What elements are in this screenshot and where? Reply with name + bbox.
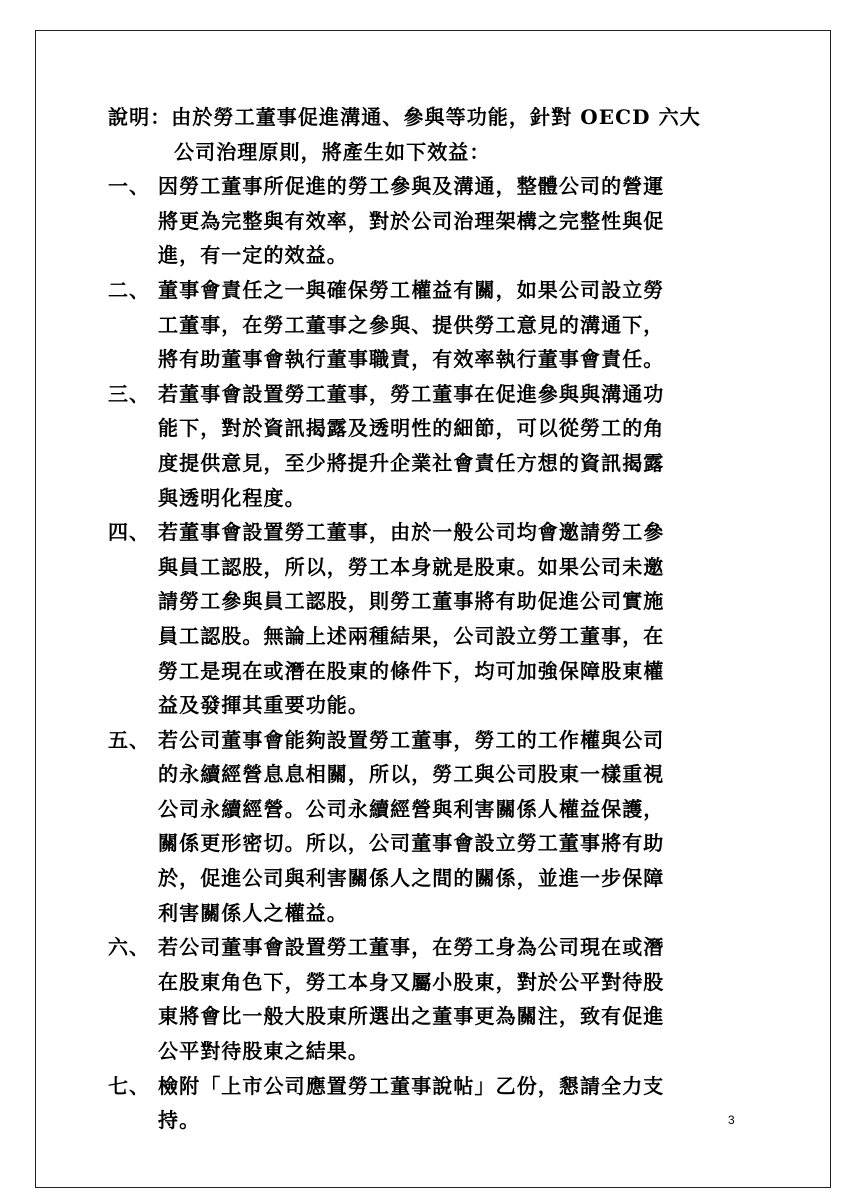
list-item — [108, 930, 728, 1068]
item-text — [108, 515, 728, 723]
item-line: 益及發揮其重要功能。 — [158, 693, 369, 718]
item-line: 的永續經營息息相關，所以，勞工與公司股東一樣重視 — [158, 762, 665, 787]
item-line: 若公司董事會能夠設置勞工董事，勞工的工作權與公司 — [158, 727, 665, 752]
item-number: 一、 — [108, 174, 150, 199]
item-text — [108, 273, 728, 377]
item-line: 將有助董事會執行董事職責，有效率執行董事會責任。 — [158, 347, 665, 372]
item-line: 東將會比一般大股東所選出之董事更為關注，致有促進 — [158, 1004, 665, 1029]
list-item — [108, 273, 728, 377]
item-line: 持。 — [158, 1108, 201, 1133]
item-number: 五、 — [108, 727, 150, 752]
item-line: 公司永續經營。公司永續經營與利害關係人權益保護， — [158, 796, 665, 821]
item-line: 因勞工董事所促進的勞工參與及溝通，整體公司的營運 — [158, 174, 665, 199]
intro-line: 公司治理原則，將產生如下效益： — [174, 139, 491, 164]
item-text — [108, 930, 728, 1068]
item-line: 員工認股。無論上述兩種結果，公司設立勞工董事，在 — [158, 623, 665, 648]
item-number: 七、 — [108, 1073, 150, 1098]
item-text — [108, 723, 728, 931]
item-text — [108, 377, 728, 515]
list-item — [108, 377, 728, 515]
item-line: 度提供意見，至少將提升企業社會責任方想的資訊揭露 — [158, 450, 665, 475]
intro-paragraph — [108, 100, 728, 169]
list-item — [108, 515, 728, 723]
list-item — [108, 169, 728, 273]
item-number: 四、 — [108, 520, 150, 545]
item-line: 檢附「上市公司應置勞工董事說帖」乙份，懇請全力支 — [158, 1073, 665, 1098]
item-line: 若董事會設置勞工董事，由於一般公司均會邀請勞工參 — [158, 520, 665, 545]
item-text — [108, 169, 728, 273]
item-line: 公平對待股東之結果。 — [158, 1039, 369, 1064]
item-text — [108, 1069, 728, 1138]
item-line: 董事會責任之一與確保勞工權益有關，如果公司設立勞 — [158, 277, 665, 302]
intro-line: 說明：由於勞工董事促進溝通、參與等功能，針對 OECD 六大 — [108, 105, 701, 129]
item-line: 關係更形密切。所以，公司董事會設立勞工董事將有助 — [158, 831, 665, 856]
item-line: 與員工認股，所以，勞工本身就是股東。如果公司未邀 — [158, 554, 665, 579]
page-number: 3 — [728, 1113, 735, 1127]
item-line: 能下，對於資訊揭露及透明性的細節，可以從勞工的角 — [158, 416, 665, 441]
item-line: 利害關係人之權益。 — [158, 900, 348, 925]
item-line: 與透明化程度。 — [158, 485, 306, 510]
list-item — [108, 1069, 728, 1138]
item-line: 請勞工參與員工認股，則勞工董事將有助促進公司實施 — [158, 589, 665, 614]
item-number: 二、 — [108, 277, 150, 302]
item-line: 在股東角色下，勞工本身又屬小股東，對於公平對待股 — [158, 969, 665, 994]
item-line: 於，促進公司與利害關係人之間的關係，並進一步保障 — [158, 866, 665, 891]
item-number: 三、 — [108, 381, 150, 406]
item-line: 工董事，在勞工董事之參與、提供勞工意見的溝通下， — [158, 312, 665, 337]
item-line: 勞工是現在或潛在股東的條件下，均可加強保障股東權 — [158, 658, 665, 683]
item-line: 將更為完整與有效率，對於公司治理架構之完整性與促 — [158, 208, 665, 233]
document-body — [108, 100, 728, 1138]
item-number: 六、 — [108, 935, 150, 960]
list-item — [108, 723, 728, 931]
item-line: 若董事會設置勞工董事，勞工董事在促進參與與溝通功 — [158, 381, 665, 406]
item-line: 若公司董事會設置勞工董事，在勞工身為公司現在或潛 — [158, 935, 665, 960]
item-line: 進，有一定的效益。 — [158, 243, 348, 268]
